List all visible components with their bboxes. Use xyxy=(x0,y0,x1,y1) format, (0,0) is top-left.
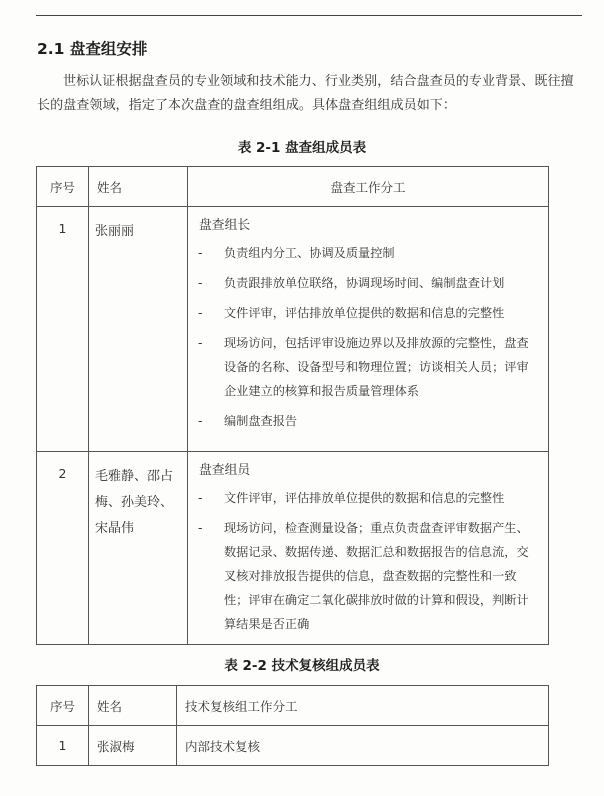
duty-text: 内部技术复核 xyxy=(177,726,549,766)
member-name: 张丽丽 xyxy=(89,207,188,452)
task-text: 负责跟排放单位联络，协调现场时间、编制盘查计划 xyxy=(224,276,505,290)
header-name: 姓名 xyxy=(89,167,188,207)
header-duty: 技术复核组工作分工 xyxy=(177,686,549,726)
review-team-table xyxy=(36,685,549,766)
bullet-dash: - xyxy=(198,491,203,505)
task-text: 编制盘查报告 xyxy=(224,414,298,428)
list-item xyxy=(198,409,538,433)
bullet-dash: - xyxy=(198,306,203,320)
table-row xyxy=(37,452,549,645)
bullet-dash: - xyxy=(198,246,203,260)
task-text: 文件评审，评估排放单位提供的数据和信息的完整性 xyxy=(224,491,505,505)
header-no: 序号 xyxy=(37,167,89,207)
list-item xyxy=(198,331,538,403)
role-title: 盘查组员 xyxy=(199,463,251,478)
list-item xyxy=(198,271,538,295)
header-name: 姓名 xyxy=(89,686,177,726)
duty-cell xyxy=(188,452,549,645)
list-item xyxy=(198,301,538,325)
intro-paragraph: 世标认证根据盘查员的专业领域和技术能力、行业类别，结合盘查员的专业背景、既往擅长的盘查领域，指定了本次盘查的盘查组组成。具体盘查组组成员如下： xyxy=(37,74,574,113)
team-members-table xyxy=(36,166,549,645)
bullet-dash: - xyxy=(198,336,203,350)
table-header-row xyxy=(37,686,549,726)
task-text: 负责组内分工、协调及质量控制 xyxy=(224,246,395,260)
header-rule xyxy=(36,15,582,16)
list-item xyxy=(198,486,538,510)
member-names: 毛雅静、邵占梅、孙美玲、宋晶伟 xyxy=(89,452,188,645)
row-number: 1 xyxy=(37,207,89,452)
bullet-dash: - xyxy=(198,276,203,290)
member-name: 张淑梅 xyxy=(89,726,177,766)
list-item xyxy=(198,241,538,265)
section-title: 2.1 盘查组安排 xyxy=(37,40,148,58)
task-text: 现场访问，检查测量设备；重点负责盘查评审数据产生、数据记录、数据传递、数据汇总和数据报告的信息流，交叉核对排放报告提供的信息，盘查数据的完整性和一致性；评审在确定二氧化碳排放时做的计算和假设，判断计算结果是否正确 xyxy=(224,521,529,631)
bullet-dash: - xyxy=(198,414,203,428)
task-text: 文件评审，评估排放单位提供的数据和信息的完整性 xyxy=(224,306,505,320)
row-number: 2 xyxy=(37,452,89,645)
duty-cell xyxy=(188,207,549,452)
table-header-row xyxy=(37,167,549,207)
header-duty: 盘查工作分工 xyxy=(188,167,549,207)
task-text: 现场访问，包括评审设施边界以及排放源的完整性，盘查设备的名称、设备型号和物理位置；访谈相关人员；评审企业建立的核算和报告质量管理体系 xyxy=(224,336,529,398)
table1-caption: 表 2-1 盘查组成员表 xyxy=(237,140,367,156)
header-no: 序号 xyxy=(37,686,89,726)
role-title: 盘查组长 xyxy=(199,218,251,233)
list-item xyxy=(198,516,538,636)
row-number: 1 xyxy=(37,726,89,766)
bullet-dash: - xyxy=(198,521,203,535)
table-row xyxy=(37,207,549,452)
table2-caption: 表 2-2 技术复核组成员表 xyxy=(224,658,380,674)
table-row xyxy=(37,726,549,766)
